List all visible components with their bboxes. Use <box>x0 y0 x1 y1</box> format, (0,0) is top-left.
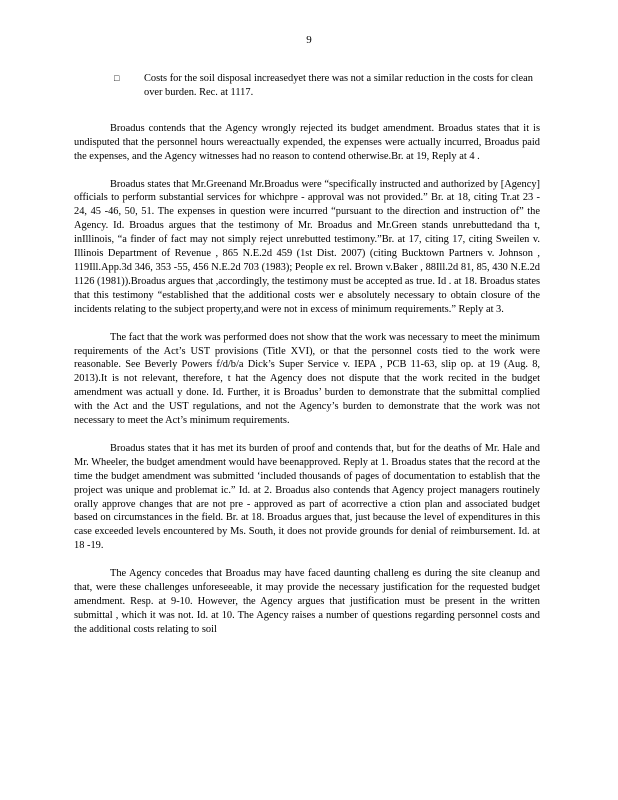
paragraph-burden-of-proof: The fact that the work was performed does not show that the work was necessary to meet the minimum requirements of the Act’s UST provisions (Title XVI), or that the personnel costs tied to the work were reasonable. See Beverly Powers f/d/b/a Dick’s Super Service v. IEPA , PCB 11-63, slip op. at 19 (Aug. 8, 2013).It is not relevant, therefore, t hat the Agency does not dispute that the work recited in the budget amendment was actuall y done. Id. Further, it is Broadus’ burden to demonstrate that the submittal complied with the Act and the UST regulations, and not the Agency’s burden to demonstrate that the work was not necessary to meet the Act’s minimum requirements. <box>74 331 540 427</box>
bullet-item <box>74 72 540 100</box>
bullet-text: Costs for the soil disposal increasedyet there was not a similar reduction in the costs for clean over burden. Rec. at 1117. <box>144 73 533 98</box>
paragraph-agency-concedes: The Agency concedes that Broadus may have faced daunting challeng es during the site cleanup and that, were these challenges unforeseeable, it may provide the necessary justification for the requested budget amendment. Resp. at 9-10. However, the Agency argues that justification must be present in the written submittal , which it was not. Id. at 10. The Agency raises a number of questions regarding personnel costs and the additional costs relating to soil <box>74 568 540 635</box>
document-body <box>74 72 540 637</box>
paragraph-budget-amendment-contention: Broadus contends that the Agency wrongly rejected its budget amendment. Broadus states that it is undisputed that the personnel hours wereactually expended, the expenses were actually incurred, Broadus paid the expenses, and the Agency witnesses had no reason to contend otherwise.Br. at 19, Reply at 4 . <box>74 122 540 162</box>
paragraph-unrebutted-testimony: Broadus states that Mr.Greenand Mr.Broadus were “specifically instructed and authorized by [Agency] officials to perform substantial services for whichpre - approval was not provided.” Br. at 18, citing Tr.at 23 - 24, 45 -46, 50, 51. The expenses in question were incurred “pursuant to the direction and instruction of” the Agency. Id. Broadus argues that the testimony of Mr. Broadus and Mr.Green stands unrebuttedand tha t, inIllinois, “a finder of fact may not simply reject unrebutted testimony.”Br. at 17, citing 17, citing Sweilen v. Illinois Department of Revenue , 865 N.E.2d 459 (1st Dist. 2007) (citing Bucktown Partners v. Johnson , 119Ill.App.3d 346, 353 -55, 456 N.E.2d 703 (1983); People ex rel. Brown v.Baker , 88Ill.2d 81, 85, 430 N.E.2d 1126 (1981)).Broadus argues that ,accordingly, the testimony must be accepted as true. Id . at 18. Broadus states that this testimony “established that the additional costs wer e absolutely necessary to obtain closure of the incidents relating to the subject property,and were not in excess of minimum requirements.” Reply at 3. <box>74 178 540 315</box>
paragraph-met-burden: Broadus states that it has met its burden of proof and contends that, but for the deaths of Mr. Hale and Mr. Wheeler, the budget amendment would have beenapproved. Reply at 1. Broadus states that the record at the time the budget amendment was submitted ‘included thousands of pages of documentation to establish that the project was unique and problemat ic.” Id. at 2. Broadus also contends that Agency project managers routinely orally approve changes that are not pre - approved as part of acorrective a ction plan and associated budget based on circumstances in the field. Br. at 18. Broadus argues that, just because the level of expenditures in this case exceeded levels encountered by Ms. South, it does not provide grounds for denial of reimbursement. Id. at 18 -19. <box>74 442 540 552</box>
bullet-mark: □ <box>114 73 120 83</box>
page-number: 9 <box>306 34 312 46</box>
